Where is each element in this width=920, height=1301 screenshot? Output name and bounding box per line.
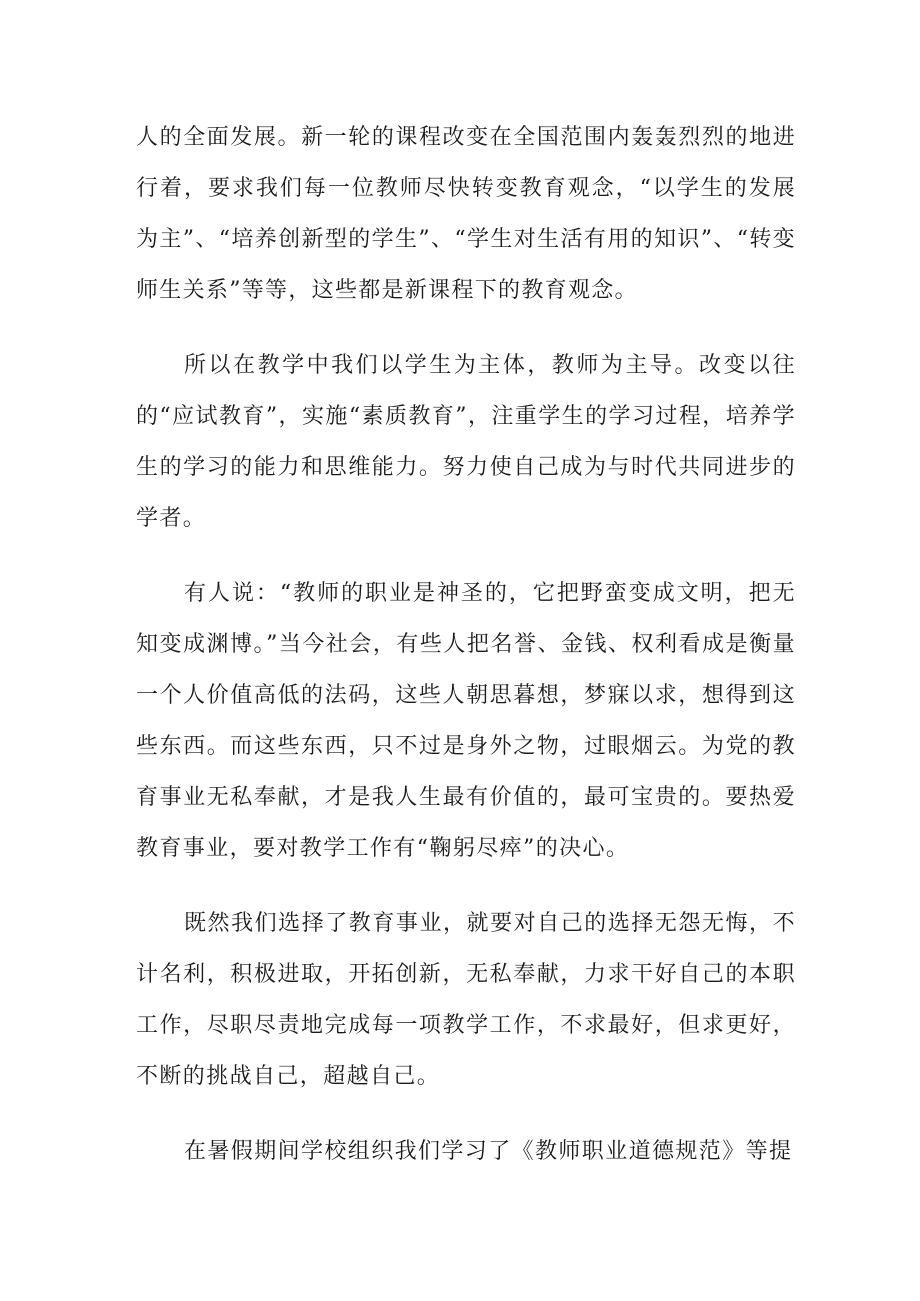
document-body <box>136 112 796 1201</box>
paragraph-3: 有人说：“教师的职业是神圣的，它把野蛮变成文明，把无知变成渊博。”当今社会，有些人把名誉、金钱、权利看成是衡量一个人价值高低的法码，这些人朝思暮想，梦寐以求，想得到这些东西。而这些东西，只不过是身外之物，过眼烟云。为党的教育事业无私奉献，才是我人生最有价值的，最可宝贵的。要热爱教育事业，要对教学工作有“鞠躬尽瘁”的决心。 <box>136 581 796 861</box>
paragraph-4: 既然我们选择了教育事业，就要对自己的选择无怨无悔，不计名利，积极进取，开拓创新，无私奉献，力求干好自己的本职工作，尽职尽责地完成每一项教学工作，不求最好，但求更好，不断的挑战自己，超越自己。 <box>136 911 796 1089</box>
paragraph-5: 在暑假期间学校组织我们学习了《教师职业道德规范》等提 <box>184 1139 793 1164</box>
paragraph-1: 人的全面发展。新一轮的课程改变在全国范围内轰轰烈烈的地进行着，要求我们每一位教师尽快转变教育观念，“以学生的发展为主”、“培养创新型的学生”、“学生对生活有用的知识”、“转变师生关系”等等，这些都是新课程下的教育观念。 <box>136 125 796 303</box>
paragraph-2: 所以在教学中我们以学生为主体，教师为主导。改变以往的“应试教育”，实施“素质教育”，注重学生的学习过程，培养学生的学习的能力和思维能力。努力使自己成为与时代共同进步的学者。 <box>136 353 796 531</box>
